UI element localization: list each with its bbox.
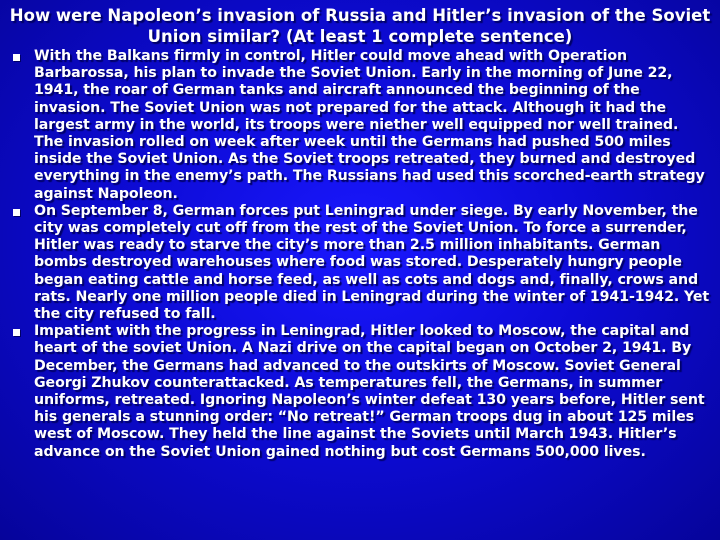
bullet-item-1 xyxy=(0,48,720,203)
square-bullet-icon xyxy=(13,209,20,216)
square-bullet-icon xyxy=(13,54,20,61)
bullet-item-3 xyxy=(0,323,720,461)
bullet-item-2 xyxy=(0,203,720,323)
bullet-text-3: Impatient with the progress in Leningrad, Hitler looked to Moscow, the capital and heart of the soviet Union. A Nazi drive on the capital began on October 2, 1941. By December, the Germans had advanced to the outskirts of Moscow. Soviet General Georgi Zhukov counterattacked. As temperatures fell, the Germans, in summer uniforms, retreated. Ignoring Napoleon’s winter defeat 130 years before, Hitler sent his generals a stunning order: “No retreat!” German troops dug in about 125 miles west of Moscow. They held the line against the Soviets until March 1943. Hitler’s advance on the Soviet Union gained nothing but cost Germans 500,000 lives. xyxy=(34,323,705,460)
bullet-text-1: With the Balkans firmly in control, Hitler could move ahead with Operation Barbarossa, his plan to invade the Soviet Union. Early in the morning of June 22, 1941, the roar of German tanks and aircraft announced the beginning of the invasion. The Soviet Union was not prepared for the attack. Although it had the largest army in the world, its troops were niether well equipped nor well trained. The invasion rolled on week after week until the Germans had pushed 500 miles inside the Soviet Union. As the Soviet troops retreated, they burned and destroyed everything in the enemy’s path. The Russians had used this scorched-earth strategy against Napoleon. xyxy=(34,48,705,202)
bullet-list xyxy=(0,48,720,461)
slide-title: How were Napoleon’s invasion of Russia and Hitler’s invasion of the Soviet Union similar? (At least 1 complete sentence) xyxy=(9,6,711,46)
bullet-text-2: On September 8, German forces put Leningrad under siege. By early November, the city was completely cut off from the rest of the Soviet Union. To force a surrender, Hitler was ready to starve the city’s more than 2.5 million inhabitants. German bombs destroyed warehouses where food was stored. Desperately hungry people began eating cattle and horse feed, as well as cots and dogs and, finally, crows and rats. Nearly one million people died in Leningrad during the winter of 1941-1942. Yet the city refused to fall. xyxy=(34,202,710,323)
square-bullet-icon xyxy=(13,329,20,336)
